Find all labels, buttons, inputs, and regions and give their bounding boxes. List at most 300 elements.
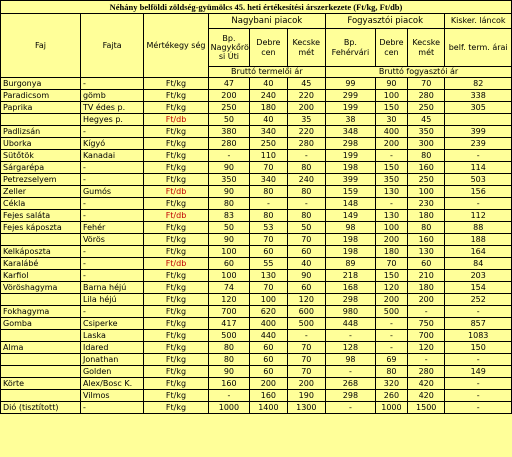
cell-value: 164	[445, 246, 512, 258]
cell-value: 100	[375, 90, 407, 102]
cell-value: 69	[375, 354, 407, 366]
cell-unit: Ft/kg	[144, 354, 208, 366]
cell-value: 114	[445, 162, 512, 174]
cell-value: 99	[326, 78, 376, 90]
cell-value: -	[208, 150, 250, 162]
cell-faj: Karalábé	[1, 258, 81, 270]
cell-unit: Ft/kg	[144, 198, 208, 210]
cell-value: 100	[408, 186, 445, 198]
cell-value: 199	[326, 150, 376, 162]
cell-value: 35	[287, 114, 325, 126]
cell-faj	[1, 114, 81, 126]
cell-value: -	[287, 150, 325, 162]
cell-unit: Ft/kg	[144, 330, 208, 342]
cell-value: 60	[287, 246, 325, 258]
cell-value: 70	[375, 258, 407, 270]
cell-value: 70	[408, 78, 445, 90]
cell-unit: Ft/kg	[144, 78, 208, 90]
cell-faj: Sütőtök	[1, 150, 81, 162]
cell-value: 70	[287, 342, 325, 354]
cell-faj: Paradicsom	[1, 90, 81, 102]
cell-value: 230	[408, 198, 445, 210]
cell-value	[445, 114, 512, 126]
cell-faj: Sárgarépa	[1, 162, 81, 174]
cell-value: 100	[208, 270, 250, 282]
cell-value: 100	[250, 294, 287, 306]
cell-faj	[1, 330, 81, 342]
header-kisker: Kisker. láncok	[445, 14, 512, 29]
table-row	[1, 282, 512, 294]
cell-value: 130	[408, 246, 445, 258]
table-row	[1, 378, 512, 390]
cell-value: -	[375, 318, 407, 330]
cell-fajta: Hegyes p.	[80, 114, 143, 126]
cell-value: 500	[375, 306, 407, 318]
cell-value: -	[287, 330, 325, 342]
cell-value: 503	[445, 174, 512, 186]
cell-value: -	[445, 402, 512, 414]
cell-value: -	[445, 378, 512, 390]
header-brutto-fogyasztoi: Bruttó fogyasztói ár	[326, 67, 512, 78]
cell-value: 239	[445, 138, 512, 150]
cell-fajta: Lila héjú	[80, 294, 143, 306]
cell-value: -	[326, 330, 376, 342]
cell-faj: Petrezselyem	[1, 174, 81, 186]
cell-faj: Körte	[1, 378, 81, 390]
cell-value: -	[445, 306, 512, 318]
cell-value: 350	[208, 174, 250, 186]
cell-value: 280	[287, 138, 325, 150]
cell-value: 83	[208, 210, 250, 222]
cell-value: -	[326, 402, 376, 414]
cell-fajta: gömb	[80, 90, 143, 102]
cell-value: 128	[326, 342, 376, 354]
cell-value: 80	[208, 342, 250, 354]
cell-value: 857	[445, 318, 512, 330]
table-row	[1, 162, 512, 174]
cell-faj: Kelkáposzta	[1, 246, 81, 258]
cell-value: -	[326, 366, 376, 378]
cell-value: 60	[208, 258, 250, 270]
cell-value: 280	[408, 90, 445, 102]
cell-unit: Ft/kg	[144, 150, 208, 162]
cell-value: 299	[326, 90, 376, 102]
cell-value: 200	[250, 378, 287, 390]
cell-value: 338	[445, 90, 512, 102]
cell-value: 320	[375, 378, 407, 390]
header-kecskemet-1: Kecske mét	[287, 29, 325, 67]
cell-fajta: Jonathan	[80, 354, 143, 366]
cell-value: 100	[375, 222, 407, 234]
cell-value: 150	[375, 162, 407, 174]
cell-value: 90	[375, 78, 407, 90]
cell-value: 220	[287, 90, 325, 102]
cell-value: 200	[375, 294, 407, 306]
cell-unit: Ft/kg	[144, 90, 208, 102]
cell-value: 188	[445, 234, 512, 246]
cell-value: 80	[208, 198, 250, 210]
cell-value: 340	[250, 126, 287, 138]
header-kecskemet-2: Kecske mét	[408, 29, 445, 67]
cell-value: 250	[250, 138, 287, 150]
cell-unit: Ft/kg	[144, 126, 208, 138]
cell-faj	[1, 390, 81, 402]
cell-value: 84	[445, 258, 512, 270]
cell-unit: Ft/kg	[144, 294, 208, 306]
cell-value: -	[375, 330, 407, 342]
cell-value: 80	[250, 210, 287, 222]
cell-value: -	[445, 150, 512, 162]
table-row	[1, 186, 512, 198]
cell-value: 45	[408, 114, 445, 126]
cell-value: 90	[208, 186, 250, 198]
cell-unit: Ft/kg	[144, 378, 208, 390]
cell-faj: Fejes saláta	[1, 210, 81, 222]
cell-value: 149	[445, 366, 512, 378]
table-row	[1, 342, 512, 354]
cell-faj: Paprika	[1, 102, 81, 114]
cell-faj: Gomba	[1, 318, 81, 330]
cell-value: 417	[208, 318, 250, 330]
cell-unit: Ft/kg	[144, 174, 208, 186]
cell-value: -	[445, 354, 512, 366]
table-row	[1, 234, 512, 246]
cell-value: 203	[445, 270, 512, 282]
cell-value: 200	[375, 234, 407, 246]
cell-value: 130	[375, 210, 407, 222]
cell-value: 305	[445, 102, 512, 114]
cell-fajta: Vörös	[80, 234, 143, 246]
cell-value: -	[287, 198, 325, 210]
cell-value: 50	[208, 222, 250, 234]
cell-value: 168	[326, 282, 376, 294]
table-row	[1, 222, 512, 234]
cell-value: 420	[408, 390, 445, 402]
cell-value: 268	[326, 378, 376, 390]
table-row	[1, 198, 512, 210]
cell-value: 70	[250, 162, 287, 174]
cell-value: 60	[250, 366, 287, 378]
cell-value: 159	[326, 186, 376, 198]
table-row	[1, 330, 512, 342]
table-row	[1, 402, 512, 414]
cell-value: 298	[326, 390, 376, 402]
table-row	[1, 90, 512, 102]
cell-value: 160	[250, 390, 287, 402]
cell-value: 110	[250, 150, 287, 162]
cell-value: 40	[250, 114, 287, 126]
cell-fajta: Barna héjú	[80, 282, 143, 294]
cell-value: 252	[445, 294, 512, 306]
table-row	[1, 114, 512, 126]
cell-value: 80	[408, 222, 445, 234]
cell-fajta: -	[80, 174, 143, 186]
cell-value: 80	[287, 186, 325, 198]
table-row	[1, 138, 512, 150]
cell-unit: Ft/kg	[144, 270, 208, 282]
cell-faj: Burgonya	[1, 78, 81, 90]
cell-unit: Ft/kg	[144, 102, 208, 114]
cell-unit: Ft/db	[144, 258, 208, 270]
cell-value: -	[375, 198, 407, 210]
cell-unit: Ft/kg	[144, 138, 208, 150]
cell-value: 60	[250, 246, 287, 258]
cell-value: 80	[250, 186, 287, 198]
cell-fajta: -	[80, 162, 143, 174]
cell-faj	[1, 366, 81, 378]
cell-value: 198	[326, 246, 376, 258]
cell-value: 500	[287, 318, 325, 330]
cell-unit: Ft/db	[144, 210, 208, 222]
cell-value: 420	[408, 378, 445, 390]
cell-value: 80	[408, 150, 445, 162]
cell-value: 348	[326, 126, 376, 138]
cell-value: -	[375, 150, 407, 162]
cell-value: 750	[408, 318, 445, 330]
cell-value: 70	[287, 366, 325, 378]
cell-fajta: Vilmos	[80, 390, 143, 402]
cell-value: 200	[287, 102, 325, 114]
cell-value: 70	[250, 282, 287, 294]
cell-value: 1500	[408, 402, 445, 414]
cell-value: -	[408, 306, 445, 318]
header-unit: Mértékegy ség	[144, 14, 208, 78]
header-debrecen-1: Debre cen	[250, 29, 287, 67]
cell-value: -	[445, 198, 512, 210]
cell-value: 150	[375, 102, 407, 114]
cell-value: 80	[287, 210, 325, 222]
cell-value: 120	[375, 282, 407, 294]
cell-value: 80	[375, 366, 407, 378]
cell-value: 600	[287, 306, 325, 318]
cell-value: 70	[287, 354, 325, 366]
cell-value: 180	[408, 282, 445, 294]
cell-unit: Ft/kg	[144, 306, 208, 318]
cell-value: 1083	[445, 330, 512, 342]
cell-fajta: Kanadai	[80, 150, 143, 162]
cell-value: 199	[326, 102, 376, 114]
cell-value: 156	[445, 186, 512, 198]
table-title: Néhány belföldi zöldség-gyümölcs 45. heti értékesítési árszerkezete (Ft/kg, Ft/db)	[1, 1, 512, 14]
cell-value: 88	[445, 222, 512, 234]
cell-value: 180	[408, 210, 445, 222]
cell-unit: Ft/kg	[144, 402, 208, 414]
cell-fajta: -	[80, 78, 143, 90]
cell-faj: Cékla	[1, 198, 81, 210]
cell-fajta: -	[80, 270, 143, 282]
cell-value: 240	[250, 90, 287, 102]
cell-value: 298	[326, 138, 376, 150]
cell-value: 148	[326, 198, 376, 210]
cell-value: 160	[208, 378, 250, 390]
cell-value: 150	[375, 270, 407, 282]
cell-value: 399	[445, 126, 512, 138]
cell-fajta: Csiperke	[80, 318, 143, 330]
cell-fajta: -	[80, 210, 143, 222]
cell-value: 98	[326, 222, 376, 234]
cell-value: 112	[445, 210, 512, 222]
cell-value: 60	[250, 342, 287, 354]
cell-value: 980	[326, 306, 376, 318]
cell-value: 100	[208, 246, 250, 258]
cell-fajta: -	[80, 126, 143, 138]
cell-value: 448	[326, 318, 376, 330]
cell-faj: Karfiol	[1, 270, 81, 282]
table-row	[1, 150, 512, 162]
cell-faj: Uborka	[1, 138, 81, 150]
cell-faj: Padlizsán	[1, 126, 81, 138]
cell-value: 350	[408, 126, 445, 138]
cell-fajta: Gumós	[80, 186, 143, 198]
cell-faj	[1, 354, 81, 366]
cell-value: 30	[375, 114, 407, 126]
cell-faj	[1, 294, 81, 306]
cell-fajta: TV édes p.	[80, 102, 143, 114]
cell-value: 180	[375, 246, 407, 258]
cell-unit: Ft/kg	[144, 246, 208, 258]
cell-value: 250	[208, 102, 250, 114]
cell-value: 50	[287, 222, 325, 234]
cell-value: 280	[408, 366, 445, 378]
cell-value: -	[250, 198, 287, 210]
cell-unit: Ft/kg	[144, 318, 208, 330]
cell-fajta: -	[80, 246, 143, 258]
table-row	[1, 78, 512, 90]
cell-value: 120	[287, 294, 325, 306]
cell-value: 250	[408, 174, 445, 186]
table-row	[1, 318, 512, 330]
cell-value: 300	[408, 138, 445, 150]
table-row	[1, 126, 512, 138]
cell-value: 70	[250, 234, 287, 246]
table-row	[1, 102, 512, 114]
header-belf: belf. term. árai	[445, 29, 512, 67]
cell-value: 700	[408, 330, 445, 342]
cell-value: 180	[250, 102, 287, 114]
cell-value: 190	[287, 390, 325, 402]
cell-value: 90	[208, 366, 250, 378]
cell-value: 40	[250, 78, 287, 90]
cell-fajta: Idared	[80, 342, 143, 354]
cell-value: 380	[208, 126, 250, 138]
cell-value: 198	[326, 234, 376, 246]
cell-value: 620	[250, 306, 287, 318]
cell-value: 154	[445, 282, 512, 294]
cell-value: 160	[408, 162, 445, 174]
header-fogyasztoi: Fogyasztói piacok	[326, 14, 445, 29]
cell-fajta: -	[80, 306, 143, 318]
cell-value: 90	[208, 234, 250, 246]
cell-value: 399	[326, 174, 376, 186]
cell-value: 350	[375, 174, 407, 186]
cell-value: 160	[408, 234, 445, 246]
cell-value: 198	[326, 162, 376, 174]
cell-value: 120	[208, 294, 250, 306]
cell-fajta: Fehér	[80, 222, 143, 234]
cell-fajta: Kígyó	[80, 138, 143, 150]
table-row	[1, 246, 512, 258]
cell-fajta: -	[80, 198, 143, 210]
cell-value: 218	[326, 270, 376, 282]
table-row	[1, 366, 512, 378]
cell-value: 150	[445, 342, 512, 354]
table-row	[1, 306, 512, 318]
cell-value: 60	[408, 258, 445, 270]
cell-value: 60	[250, 354, 287, 366]
cell-fajta: Golden	[80, 366, 143, 378]
cell-value: 250	[408, 102, 445, 114]
cell-value: 700	[208, 306, 250, 318]
cell-value: 60	[287, 282, 325, 294]
table-row	[1, 174, 512, 186]
header-fajta: Fajta	[80, 14, 143, 78]
cell-fajta: Laska	[80, 330, 143, 342]
cell-value: 98	[326, 354, 376, 366]
cell-value: -	[208, 390, 250, 402]
cell-value: -	[408, 354, 445, 366]
cell-faj: Zeller	[1, 186, 81, 198]
cell-value: 220	[287, 126, 325, 138]
cell-unit: Ft/kg	[144, 366, 208, 378]
cell-value: 340	[250, 174, 287, 186]
header-faj: Faj	[1, 14, 81, 78]
cell-fajta: -	[80, 402, 143, 414]
cell-value: 440	[250, 330, 287, 342]
cell-value: 53	[250, 222, 287, 234]
header-nagybani: Nagybani piacok	[208, 14, 325, 29]
cell-value: 1000	[375, 402, 407, 414]
table-row	[1, 210, 512, 222]
cell-value: 240	[287, 174, 325, 186]
cell-value: 80	[208, 354, 250, 366]
cell-value: 400	[250, 318, 287, 330]
header-bp-nagykoros: Bp. Nagykőrö si Úti	[208, 29, 250, 67]
cell-value: 47	[208, 78, 250, 90]
table-row	[1, 354, 512, 366]
cell-value: 130	[375, 186, 407, 198]
cell-faj: Fejes káposzta	[1, 222, 81, 234]
cell-value: 55	[250, 258, 287, 270]
cell-value: 280	[208, 138, 250, 150]
cell-value: 120	[408, 342, 445, 354]
cell-value: 45	[287, 78, 325, 90]
cell-value: 200	[375, 138, 407, 150]
header-debrecen-2: Debre cen	[375, 29, 407, 67]
cell-value: 500	[208, 330, 250, 342]
cell-unit: Ft/kg	[144, 162, 208, 174]
cell-value: 200	[287, 378, 325, 390]
cell-value: 38	[326, 114, 376, 126]
cell-unit: Ft/kg	[144, 222, 208, 234]
cell-faj: Dió (tisztított)	[1, 402, 81, 414]
cell-value: 90	[208, 162, 250, 174]
cell-value: 200	[408, 294, 445, 306]
cell-value: 200	[208, 90, 250, 102]
header-bp-fehervari: Bp. Fehérvári	[326, 29, 376, 67]
cell-value: 400	[375, 126, 407, 138]
cell-value: 298	[326, 294, 376, 306]
cell-faj: Fokhagyma	[1, 306, 81, 318]
cell-value: 1400	[250, 402, 287, 414]
cell-unit: Ft/kg	[144, 390, 208, 402]
cell-value: 40	[287, 258, 325, 270]
cell-value: -	[375, 342, 407, 354]
cell-fajta: -	[80, 258, 143, 270]
cell-value: 50	[208, 114, 250, 126]
cell-unit: Ft/kg	[144, 342, 208, 354]
cell-faj	[1, 234, 81, 246]
cell-value: 1300	[287, 402, 325, 414]
